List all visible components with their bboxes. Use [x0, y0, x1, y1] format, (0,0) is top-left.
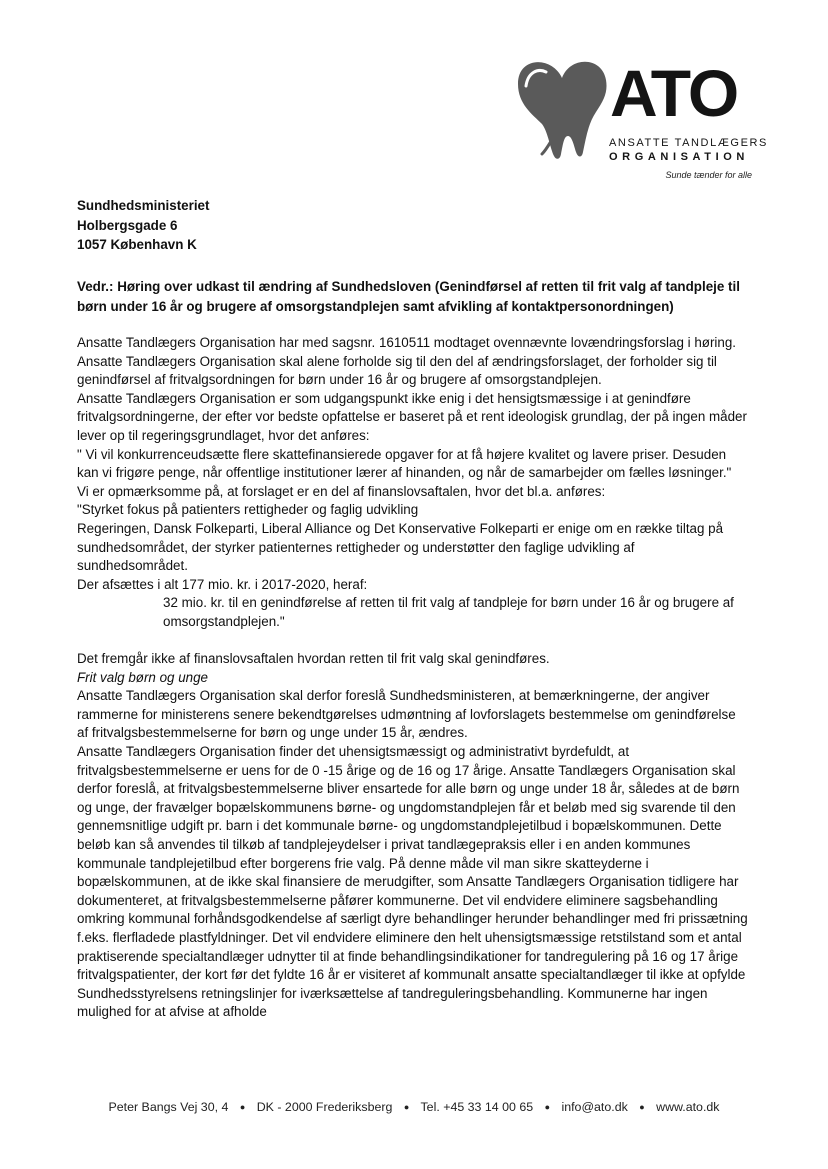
footer-city: DK - 2000 Frederiksberg [256, 1100, 393, 1114]
quote-paragraph: Der afsættes i alt 177 mio. kr. i 2017-2020, heraf: [77, 576, 368, 592]
logo-name: ATO [610, 56, 738, 130]
body-paragraph: Ansatte Tandlægers Organisation finder det uhensigtsmæssigt og administrativt byrdefuldt, at fritvalgsbestemmelserne er uens for de 0 -15 årige og de 16 og 17 årige. Ansatte Tandlægers Organisation skal derfor foreslå, at fritvalgsbestemmelserne bliver ensartede for alle børn og unge under 18 år, således at de børn og unge, der fravælger bopælskommunens børne- og ungdomstandplejen får et beløb med sig svarende til den gennemsnitlige udgift pr. barn i det kommunale børne- og ungdomstandplejetilbud i bopælskommunen. Dette beløb kan så anvendes til tilkøb af tandplejeydelser i privat tandlægepraksis eller i en anden kommunes kommunale tandplejetilbud efter borgerens frie valg. På denne måde vil man sikre skatteyderne i bopælskommunen, at de ikke skal finansiere de merudgifter, som Ansatte Tandlægers Organisation tidligere har dokumenteret, at fritvalgsbestemmelserne påfører kommunerne. Det vil endvidere eliminere sagsbehandling omkring kommunal forhåndsgodkendelse af særligt dyre behandlinger herunder behandlinger med fri prissætning f.eks. flerfladede plastfyldninger. Det vil endvidere eliminere den helt uhensigtsmæssige retstilstand som et antal praktiserende specialtandlæger udnytter til at finde behandlingsindikationer for tandregulering på 16 og 17 årige fritvalgspatienter, der kort før det fyldte 16 år er visiteret af kommunalt ansatte specialtandlæger til ikke at opfylde Sundhedsstyrelsens retningslinjer for iværksættelse af tandreguleringsbehandling. Kommunerne har ingen mulighed for at afvise at afholde [77, 744, 748, 1020]
quote-paragraph: Regeringen, Dansk Folkeparti, Liberal Alliance og Det Konservative Folkeparti er enige om en række tiltag på sundhedsområdet, der styrker patienternes rettigheder og understøtter den faglige udvikling af sundhedsområdet. [77, 520, 724, 574]
section-heading: Frit valg børn og unge [77, 669, 208, 685]
footer-phone: Tel. +45 33 14 00 65 [420, 1100, 534, 1114]
footer-web: www.ato.dk [656, 1100, 720, 1114]
quote-heading: "Styrket fokus på patienters rettigheder og faglig udvikling [77, 502, 419, 518]
footer-separator: ● [639, 1102, 645, 1112]
indented-quote: 32 mio. kr. til en genindførelse af retten til frit valg af tandpleje for børn under 16 år og brugere af omsorgstandplejen." [163, 595, 734, 629]
body-paragraph: Ansatte Tandlægers Organisation er som udgangspunkt ikke enig i det hensigtsmæssige i at genindføre fritvalgsordningerne, der efter vor bedste opfattelse er baseret på et rent ideologisk grundlag, der på ingen måder lever op til regeringsgrundlaget, hvor det anføres: [77, 390, 747, 443]
footer-separator: ● [403, 1102, 410, 1112]
body-paragraph: Ansatte Tandlægers Organisation har med sagsnr. 1610511 modtaget ovennævnte lovændringsforslag i høring. [77, 335, 737, 350]
footer-email: info@ato.dk [561, 1100, 628, 1114]
letter-footer [0, 1100, 828, 1114]
quote-paragraph: " Vi vil konkurrenceudsætte flere skattefinansierede opgaver for at få højere kvalitet og lavere priser. Desuden kan vi frigøre penge, når offentlige institutioner lærer af hinanden, og når de samarbejder om fælles løsninger." [77, 446, 732, 481]
letter-subject: Vedr.: Høring over udkast til ændring af Sundhedsloven (Genindførsel af retten til frit valg af tandpleje til børn under 16 år og brugere af omsorgstandplejen samt afvikling af kontaktpersonordningen) [77, 279, 740, 314]
body-paragraph: Ansatte Tandlægers Organisation skal alene forholde sig til den del af ændringsforslaget, der forholder sig til genindførsel af fritvalgsordningen for børn under 16 år og brugere af omsorgstandplejen. [77, 353, 717, 388]
logo-line1: ANSATTE TANDLÆGERS [609, 137, 768, 149]
body-paragraph: Vi er opmærksomme på, at forslaget er en del af finanslovsaftalen, hvor det bl.a. anføres: [77, 483, 606, 499]
tooth-heart-icon [512, 52, 612, 162]
footer-separator: ● [239, 1102, 246, 1112]
footer-address: Peter Bangs Vej 30, 4 [108, 1100, 229, 1114]
recipient-street: Holbergsgade 6 [77, 217, 178, 233]
recipient-name: Sundhedsministeriet [77, 198, 210, 213]
recipient-address [77, 196, 209, 255]
recipient-city: 1057 København K [77, 237, 197, 252]
letter-body [77, 334, 749, 1022]
body-paragraph: Ansatte Tandlægers Organisation skal derfor foreslå Sundhedsministeren, at bemærkningerne, der angiver rammerne for ministerens senere bekendtgørelses udmøntning af lovforslagets bestemmelse om genindførelse af fritvalgsbestemmelserne for børn og unge under 15 år, ændres. [77, 688, 736, 741]
logo-tagline: Sunde tænder for alle [665, 170, 752, 180]
body-paragraph: Det fremgår ikke af finanslovsaftalen hvordan retten til frit valg skal genindføres. [77, 651, 550, 667]
ato-logo [512, 52, 768, 182]
logo-line2: ORGANISATION [609, 151, 749, 163]
footer-separator: ● [544, 1102, 551, 1112]
